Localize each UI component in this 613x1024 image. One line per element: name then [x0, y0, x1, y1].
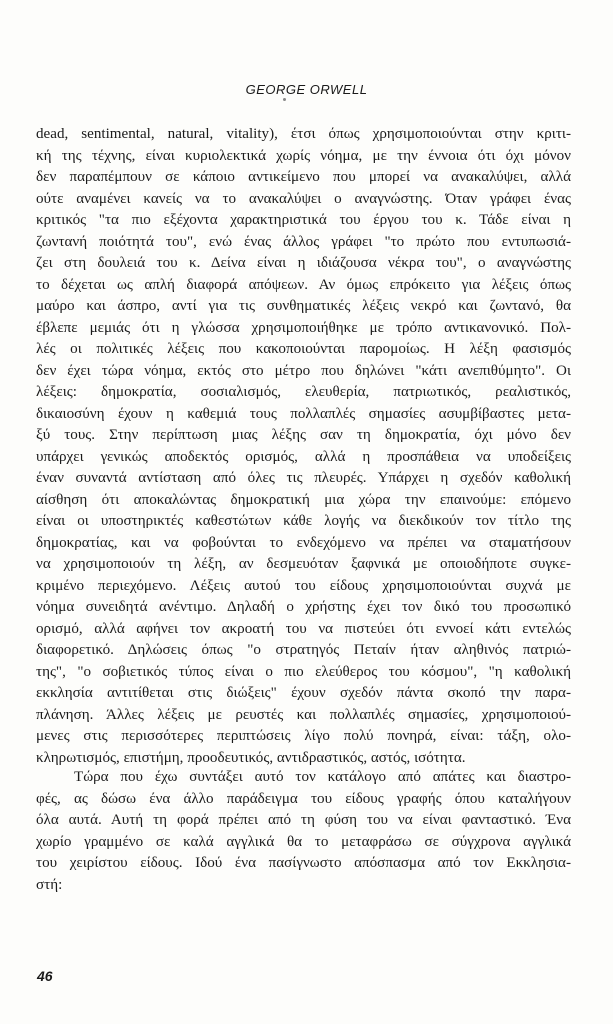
running-header: GEORGE ORWELL: [245, 82, 368, 97]
text-line: το δέχεται ως απλή διαφορά απόψεων. Αν όμως επρόκειτο για λέξεις όπως: [36, 276, 571, 293]
text-line: πλάνηση. Άλλες λέξεις με ρευστές και πολλαπλές σημασίες, χρησιμοποιού-: [36, 706, 571, 723]
text-line: Τώρα που έχω συντάξει αυτό τον κατάλογο από απάτες και διαστρο-: [74, 769, 571, 785]
text-line: ούτε αναμένει κανείς να το ανακαλύψει ο αναγνώστης. Όταν γράφει ένας: [36, 190, 571, 207]
text-line: dead, sentimental, natural, vitality), έτσι όπως χρησιμοποιούνται στην κριτι-: [36, 126, 571, 142]
text-line: υπάρχει γενικώς αποδεκτός ορισμός, αλλά η προσπάθεια να υποδείξεις: [36, 448, 571, 465]
text-line: όλα αυτά. Αυτή τη φορά πρέπει από τη φύση του να είναι φανταστικό. Ένα: [36, 812, 571, 828]
page-number: 46: [37, 968, 53, 984]
text-line: μενες στις περισσότερες περιπτώσεις λίγο πολύ πονηρά, είναι: τάξη, ολο-: [36, 728, 571, 744]
paragraph-2: [36, 767, 571, 896]
text-line: να χρησιμοποιούν τη λέξη, αν δεσμευόταν ξαφνικά με οποιοδήποτε συγκε-: [36, 556, 571, 572]
text-line: κληρωτισμός, επιστήμη, προοδευτικός, αντιδραστικός, αστός, ισότητα.: [36, 749, 466, 766]
text-line: του χειρίστου είδους. Ιδού ένα πασίγνωστο απόσπασμα από τον Εκκλησια-: [36, 855, 571, 871]
text-line: μαύρο και άσπρο, αντί για τις συνθηματικές λέξεις νεκρό και ζωντανό, θα: [36, 298, 571, 314]
text-line: δεν έχει τώρα νόημα, εκτός στο μέτρο που δηλώνει "κάτι ανεπιθύμητο". Οι: [36, 362, 571, 379]
text-line: είναι οι υποστηρικτές καθεστώτων κάθε λογής να διεκδικούν τον τίτλο της: [36, 513, 571, 529]
text-line: κή της τέχνης, είναι κυριολεκτικά χωρίς νόημα, με την έννοια ότι όχι μόνον: [36, 147, 571, 164]
text-line: αίσθηση ότι αποκαλώντας δημοκρατική μια χώρα την επαινούμε: επόμενο: [36, 491, 571, 508]
text-line: ξύ τους. Στην περίπτωση μιας λέξης σαν τη δημοκρατία, όχι μόνο δεν: [36, 427, 571, 443]
text-line: έναν συναντά αντίσταση από όλες τις πλευρές. Υπάρχει η σχεδόν καθολική: [36, 470, 571, 486]
text-line: δημοκρατίας, και να φοβούνται το ενδεχόμενο να πρέπει να σταματήσουν: [36, 534, 571, 551]
text-line: ζει στη δουλειά του κ. Δείνα είναι η ιδιάζουσα νέκρα του", ο αναγνώστης: [36, 255, 571, 271]
text-line: κριμένο περιεχόμενο. Λέξεις αυτού του είδους χρησιμοποιούνται συχνά με: [36, 577, 571, 594]
text-line: κριτικός "τα πιο εξέχοντα χαρακτηριστικά του έργου του κ. Τάδε είναι η: [36, 212, 571, 228]
text-line: δικαιοσύνη έχουν η καθεμιά τους πολλαπλές σημασίες ασυμβίβαστες μετα-: [36, 405, 571, 422]
speck: [283, 98, 286, 101]
text-line: ορισμό, αλλά αφήνει τον ακροατή του να πιστεύει ότι εννοεί κάτι εντελώς: [36, 620, 571, 637]
paragraph-1: [36, 124, 571, 769]
text-line: δεν παραπέμπουν σε κάποιο αντικείμενο που μπορεί να ανακαλύψει, αλλά: [36, 169, 571, 185]
text-line: της", "ο σοβιετικός τύπος είναι ο πιο ελεύθερος του κόσμου", "η καθολική: [36, 663, 571, 680]
text-line: στή:: [36, 876, 63, 893]
text-line: λέξεις: δημοκρατία, σοσιαλισμός, ελευθερία, πατριωτικός, ρεαλιστικός,: [36, 384, 571, 400]
text-line: λές οι πολιτικές λέξεις που κακοποιούνται παρομοίως. Η λέξη φασισμός: [36, 341, 571, 357]
text-line: εκκλησία αντιτίθεται στις διώξεις" έχουν σχεδόν πάντα σκοπό την παρα-: [36, 685, 571, 701]
text-line: νόημα συνειδητά ανέντιμο. Δηλαδή ο χρήστης έχει τον δικό του προσωπικό: [36, 599, 571, 615]
text-line: ζωντανή ποιότητά του", ενώ ένας άλλος γράφει "το πρώτο που εντυπωσιά-: [36, 233, 571, 250]
text-line: φές, ας δώσω ένα άλλο παράδειγμα του είδους γραφής όπου καταλήγουν: [36, 790, 571, 807]
text-line: έβλεπε μεμιάς ότι η γλώσσα χρησιμοποιήθηκε με τρόπο αντικανονικό. Πολ-: [36, 319, 571, 336]
text-line: διαφορετικό. Δηλώσεις όπως "ο στρατηγός Πεταίν ήταν αληθινός πατριώ-: [36, 642, 571, 658]
text-line: χωρίο γραμμένο σε καλά αγγλικά θα το μεταφράσω σε σύγχρονα αγγλικά: [36, 833, 571, 850]
